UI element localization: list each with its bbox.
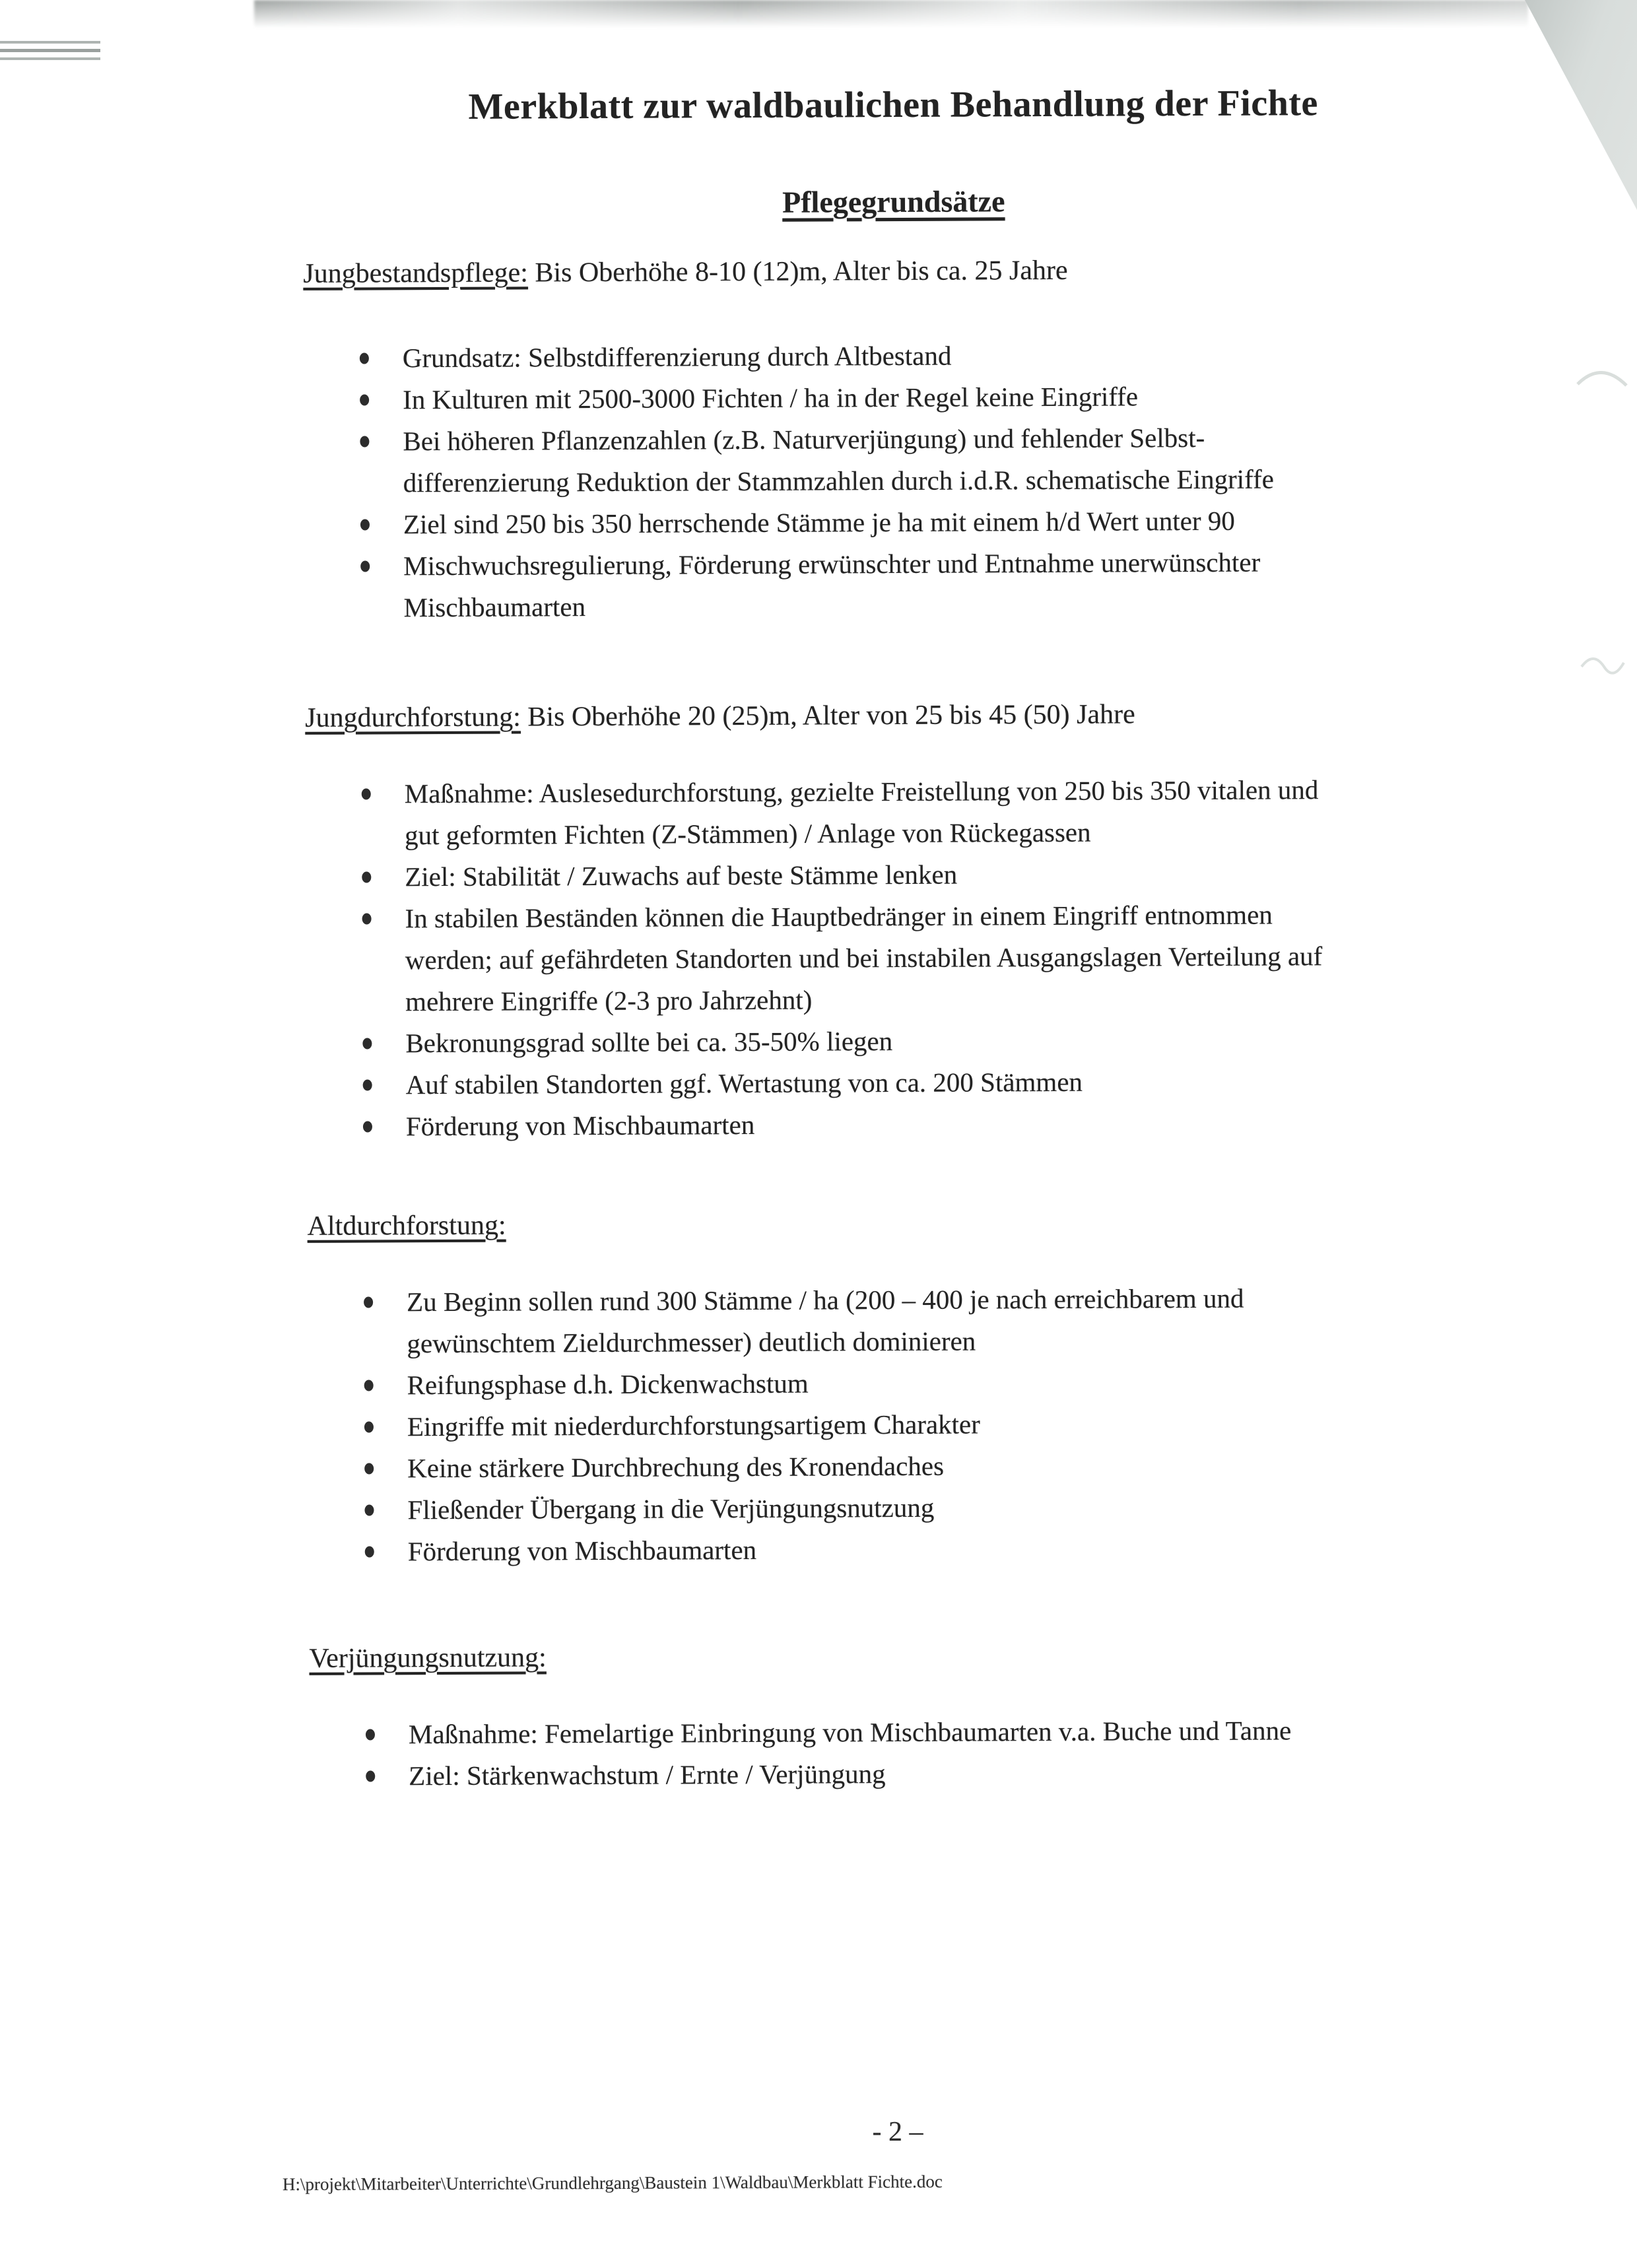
bullet-item: [408, 1526, 1520, 1572]
section-heading-rest: Bis Oberhöhe 8-10 (12)m, Alter bis ca. 25 Jahre: [527, 255, 1068, 288]
bullet-item: [407, 1484, 1520, 1531]
section-heading-label: Altdurchforstung:: [307, 1210, 506, 1242]
bullet-text: Grundsatz: Selbstdifferenzierung durch Altbestand: [402, 340, 952, 374]
bullet-item: [405, 768, 1518, 856]
page-curl-marks: [1574, 356, 1633, 700]
bullet-item: [403, 541, 1516, 628]
section-heading-row: [307, 1201, 1518, 1247]
bullet-text: Reifungsphase d.h. Dickenwachstum: [407, 1368, 809, 1401]
section-heading-row: [309, 1633, 1520, 1679]
bullet-item: [406, 1059, 1518, 1106]
document-subtitle-row: [273, 180, 1514, 224]
bullet-text: In stabilen Beständen können die Hauptbedränger in einem Eingriff entnommen werden; auf gefährdeten Standorten und bei instabilen Ausgangslagen Verteilung auf mehrere Eingriffe (2-3 pro Jahrzehnt): [405, 899, 1323, 1017]
bullet-text: Ziel sind 250 bis 350 herrschende Stämme je ha mit einem h/d Wert unter 90: [403, 505, 1235, 540]
page-number: - 2 –: [872, 2117, 923, 2147]
bullet-text: Eingriffe mit niederdurchforstungsartigem Charakter: [407, 1409, 980, 1442]
bullet-list: [306, 768, 1518, 1148]
bullet-list: [304, 333, 1516, 629]
bullet-item: [405, 851, 1517, 898]
bullet-text: Bekronungsgrad sollte bei ca. 35-50% liegen: [405, 1026, 893, 1059]
section-heading-label: Verjüngungsnutzung:: [309, 1642, 547, 1674]
section-heading-row: [303, 248, 1514, 294]
bullet-text: Ziel: Stabilität / Zuwachs auf beste Stämme lenken: [405, 859, 958, 892]
page-corner-fold: [1525, 0, 1637, 210]
section-heading-rest: Bis Oberhöhe 20 (25)m, Alter von 25 bis 45 (50) Jahre: [520, 699, 1135, 733]
bullet-list: [310, 1709, 1521, 1797]
bullet-item: [403, 416, 1516, 504]
bullet-text: Zu Beginn sollen rund 300 Stämme / ha (200 – 400 je nach erreichbarem und gewünschtem Zieldurchmesser) deutlich dominieren: [407, 1283, 1244, 1359]
bullet-item: [405, 893, 1518, 1022]
bullet-item: [409, 1751, 1521, 1797]
section-heading-row: [305, 692, 1516, 739]
bullet-item: [409, 1709, 1521, 1755]
bullet-text: Förderung von Mischbaumarten: [407, 1534, 757, 1567]
section-jungdurchforstung: [305, 692, 1518, 1148]
bullet-text: Maßnahme: Auslesedurchforstung, gezielte Freistellung von 250 bis 350 vitalen und gut geformten Fichten (Z-Stämmen) / Anlage von Rückegassen: [404, 774, 1319, 851]
bullet-text: Bei höheren Pflanzenzahlen (z.B. Naturverjüngung) und fehlender Selbst- differenzierung Reduktion der Stammzahlen durch i.d.R. schematische Eingriffe: [403, 422, 1274, 498]
bullet-text: Auf stabilen Standorten ggf. Wertastung von ca. 200 Stämmen: [405, 1066, 1083, 1100]
bullet-text: Keine stärkere Durchbrechung des Kronendaches: [407, 1450, 945, 1484]
bullet-item: [407, 1443, 1520, 1489]
section-altdurchforstung: [307, 1201, 1520, 1573]
section-heading-label: Jungbestandspflege:: [303, 257, 528, 289]
bullet-list: [308, 1277, 1520, 1573]
scan-artifact-lines: [0, 41, 100, 65]
footer-file-path: H:\projekt\Mitarbeiter\Unterrichte\Grundlehrgang\Baustein 1\Waldbau\Merkblatt Fichte.doc: [282, 2171, 943, 2195]
bullet-text: Förderung von Mischbaumarten: [405, 1109, 755, 1142]
document-title: Merkblatt zur waldbaulichen Behandlung der Fichte: [468, 83, 1318, 127]
bullet-item: [405, 1018, 1518, 1064]
bullet-text: Fließender Übergang in die Verjüngungsnutzung: [407, 1492, 935, 1525]
bullet-text: Ziel: Stärkenwachstum / Ernte / Verjüngung: [409, 1758, 886, 1791]
document-subtitle: Pflegegrundsätze: [782, 184, 1005, 219]
bullet-item: [406, 1101, 1518, 1147]
document-content: [273, 0, 1523, 2268]
section-verjuengungsnutzung: [309, 1633, 1521, 1797]
bullet-item: [407, 1360, 1520, 1406]
bullet-item: [407, 1401, 1520, 1448]
bullet-text: Mischwuchsregulierung, Förderung erwünschter und Entnahme unerwünschter Mischbaumarten: [403, 547, 1261, 623]
section-jungbestandspflege: [303, 248, 1516, 629]
section-heading-label: Jungdurchforstung:: [305, 702, 521, 733]
bullet-item: [403, 374, 1515, 420]
bullet-item: [403, 333, 1515, 379]
bullet-item: [403, 499, 1516, 545]
bullet-text: Maßnahme: Femelartige Einbringung von Mischbaumarten v.a. Buche und Tanne: [408, 1715, 1292, 1750]
bullet-text: In Kulturen mit 2500-3000 Fichten / ha in der Regel keine Eingriffe: [403, 381, 1139, 415]
bullet-item: [407, 1277, 1520, 1364]
